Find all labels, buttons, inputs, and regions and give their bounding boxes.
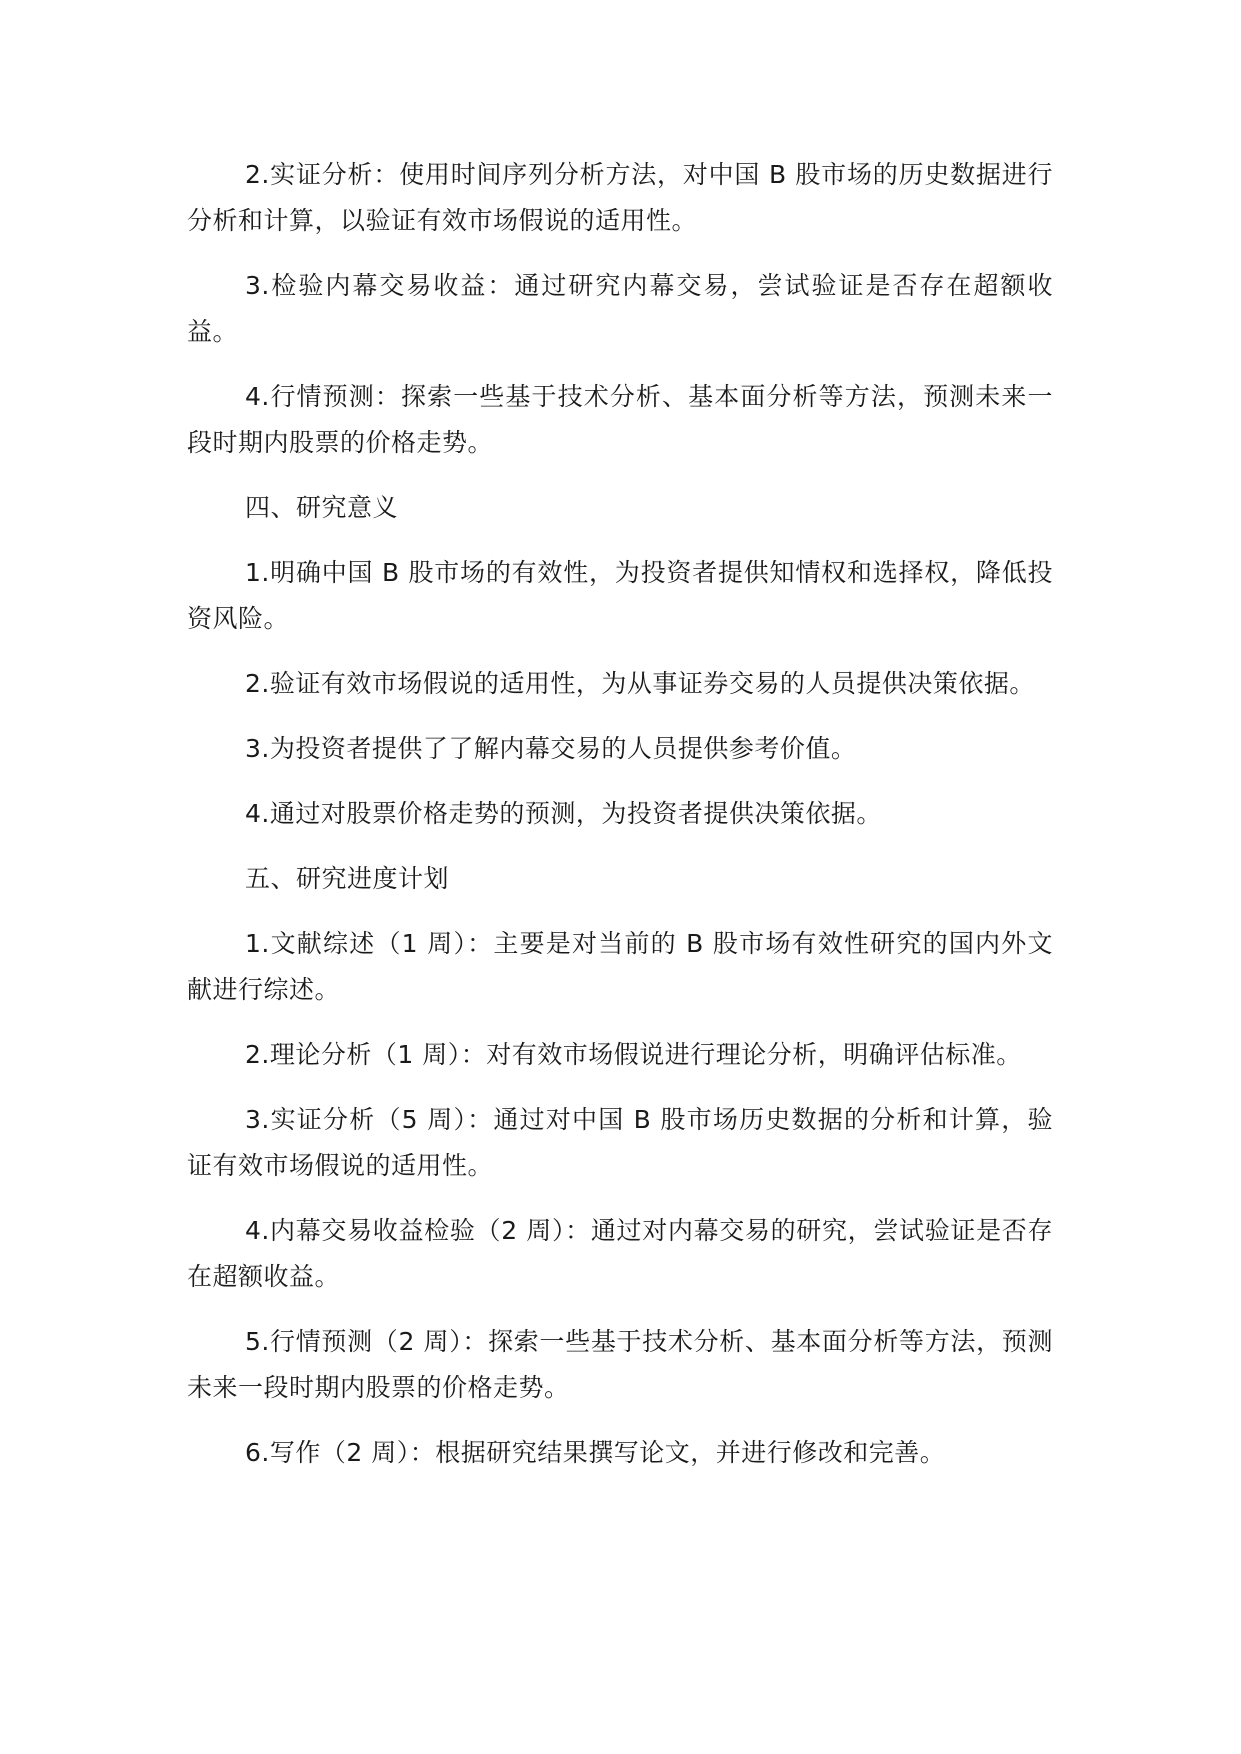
paragraph-schedule-6: 6.写作（2 周）：根据研究结果撰写论文，并进行修改和完善。 (245, 1438, 946, 1467)
paragraph-empirical-analysis: 2.实证分析：使用时间序列分析方法，对中国 B 股市场的历史数据进行分析和计算，以验证有效市场假说的适用性。 (187, 160, 1053, 235)
paragraph-schedule-3: 3.实证分析（5 周）：通过对中国 B 股市场历史数据的分析和计算，验证有效市场假说的适用性。 (187, 1105, 1053, 1180)
paragraph-significance-4: 4.通过对股票价格走势的预测，为投资者提供决策依据。 (245, 799, 882, 828)
paragraph-schedule-1: 1.文献综述（1 周）：主要是对当前的 B 股市场有效性研究的国内外文献进行综述。 (187, 929, 1053, 1004)
section-heading-schedule: 五、研究进度计划 (245, 864, 450, 893)
section-heading-significance: 四、研究意义 (245, 493, 399, 522)
paragraph-schedule-4: 4.内幕交易收益检验（2 周）：通过对内幕交易的研究，尝试验证是否存在超额收益。 (187, 1216, 1053, 1291)
paragraph-significance-1: 1.明确中国 B 股市场的有效性，为投资者提供知情权和选择权，降低投资风险。 (187, 558, 1053, 633)
paragraph-insider-trading-test: 3.检验内幕交易收益：通过研究内幕交易，尝试验证是否存在超额收益。 (187, 271, 1053, 346)
paragraph-schedule-2: 2.理论分析（1 周）：对有效市场假说进行理论分析，明确评估标准。 (245, 1040, 1022, 1069)
document-body (187, 152, 1053, 1495)
paragraph-schedule-5: 5.行情预测（2 周）：探索一些基于技术分析、基本面分析等方法，预测未来一段时期内股票的价格走势。 (187, 1327, 1053, 1402)
paragraph-market-forecast: 4.行情预测：探索一些基于技术分析、基本面分析等方法，预测未来一段时期内股票的价格走势。 (187, 382, 1053, 457)
paragraph-significance-2: 2.验证有效市场假说的适用性，为从事证券交易的人员提供决策依据。 (245, 669, 1035, 698)
paragraph-significance-3: 3.为投资者提供了了解内幕交易的人员提供参考价值。 (245, 734, 857, 763)
